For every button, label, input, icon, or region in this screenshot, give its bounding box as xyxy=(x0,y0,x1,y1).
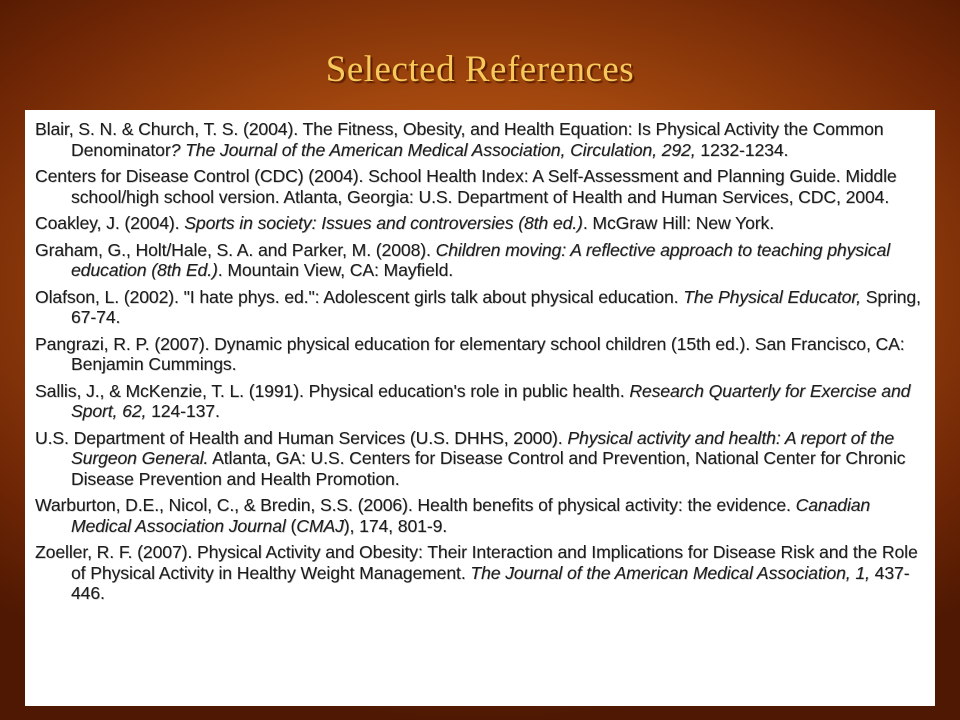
reference-text: . McGraw Hill: New York. xyxy=(582,213,775,233)
reference-italic-text: Children moving: A reflective approach to teaching physical education (8th Ed.) xyxy=(71,239,890,280)
reference-item xyxy=(35,542,925,604)
reference-text: 437-446. xyxy=(71,562,910,603)
reference-italic-text: Canadian Medical Association Journal xyxy=(71,495,871,536)
reference-item xyxy=(35,334,925,375)
slide-title: Selected References xyxy=(325,49,635,90)
reference-text: Spring, 67-74. xyxy=(71,286,921,327)
reference-text: Pangrazi, R. P. (2007). Dynamic physical education for elementary school children (15th ed.). San Francisco, CA: Benjamin Cummings. xyxy=(35,333,905,374)
reference-text: Sallis, J., & McKenzie, T. L. (1991). Physical education's role in public health. xyxy=(35,380,630,401)
reference-text: Blair, S. N. & Church, T. S. (2004). The Fitness, Obesity, and Health Equation: Is Physical Activity the Common Denominator xyxy=(35,119,884,160)
reference-text: Zoeller, R. F. (2007). Physical Activity and Obesity: Their Interaction and Implications for Disease Risk and the Role of Physical Activity in Healthy Weight Management. xyxy=(35,542,918,583)
reference-italic-text: Sports in society: Issues and controversies (8th ed.) xyxy=(184,213,583,233)
reference-item xyxy=(35,119,925,160)
reference-text: . Mountain View, CA: Mayfield. xyxy=(217,260,454,280)
reference-item xyxy=(35,166,925,207)
reference-item xyxy=(35,213,925,234)
reference-text: Graham, G., Holt/Hale, S. A. and Parker, M. (2008). xyxy=(35,239,436,260)
reference-italic-text: The Journal of the American Medical Association, 1, xyxy=(470,562,870,583)
reference-italic-text: CMAJ xyxy=(296,515,344,536)
reference-item xyxy=(35,428,925,490)
reference-text: Olafson, L. (2002). "I hate phys. ed.": Adolescent girls talk about physical education. xyxy=(35,286,684,307)
reference-item xyxy=(35,495,925,536)
reference-text: ( xyxy=(285,515,297,536)
reference-italic-text: Physical activity and health: A report of the Surgeon General. xyxy=(71,427,895,468)
reference-item xyxy=(35,240,925,281)
reference-text: Coakley, J. (2004). xyxy=(35,213,185,233)
reference-text: Warburton, D.E., Nicol, C., & Bredin, S.S. (2006). Health benefits of physical activity: the evidence. xyxy=(35,495,796,515)
reference-text: Centers for Disease Control (CDC) (2004). School Health Index: A Self-Assessment and Planning Guide. Middle school/high school version. Atlanta, Georgia: U.S. Department of Health and Human Services, CDC, 2004. xyxy=(35,166,897,207)
reference-text: 124-137. xyxy=(146,401,220,421)
reference-italic-text: ? The Journal of the American Medical Association, Circulation, 292, xyxy=(170,139,696,160)
reference-italic-text: Research Quarterly for Exercise and Sport, 62, xyxy=(71,380,911,421)
reference-text: U.S. Department of Health and Human Services (U.S. DHHS, 2000). xyxy=(35,427,568,448)
reference-item xyxy=(35,381,925,422)
reference-italic-text: The Physical Educator, xyxy=(683,286,861,307)
reference-text: ), 174, 801-9. xyxy=(343,515,448,536)
references-panel xyxy=(25,110,935,706)
reference-item xyxy=(35,287,925,328)
reference-text: 1232-1234. xyxy=(695,139,789,160)
reference-text: Atlanta, GA: U.S. Centers for Disease Control and Prevention, National Center for Chronic Disease Prevention and Health Promotion. xyxy=(71,448,906,489)
